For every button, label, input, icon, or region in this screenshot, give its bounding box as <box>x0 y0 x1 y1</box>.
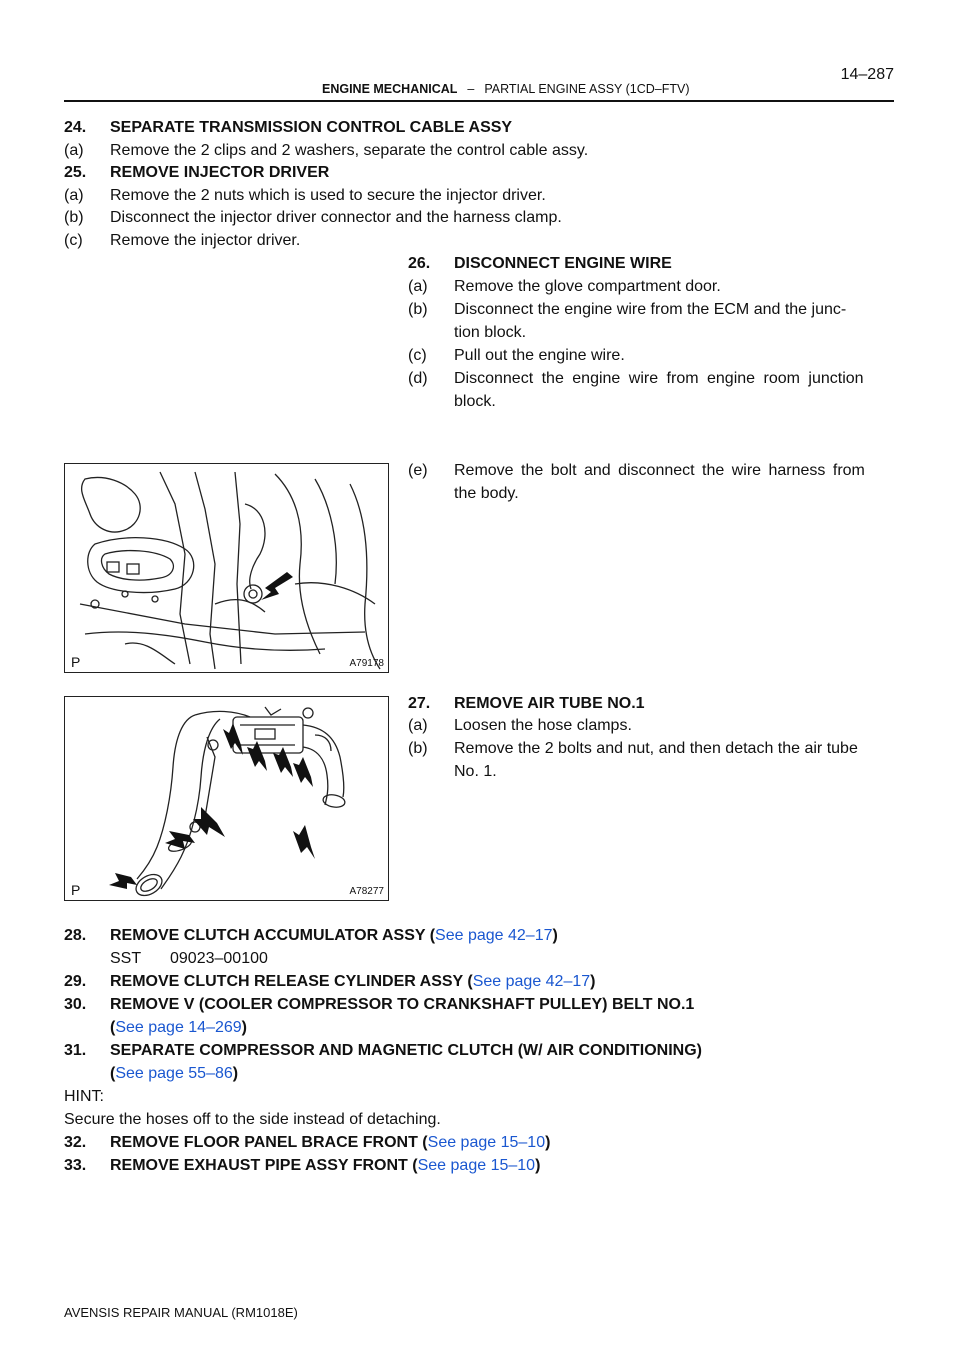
hint-text: Secure the hoses off to the side instead of detaching. <box>64 1111 441 1128</box>
step-26e: (e) Remove the bolt and disconnect the wire harness from <box>408 462 865 479</box>
step-27-title: 27. REMOVE AIR TUBE NO.1 <box>408 695 645 712</box>
step-27a: (a) Loosen the hose clamps. <box>408 717 632 734</box>
step-29-title: 29. REMOVE CLUTCH RELEASE CYLINDER ASSY (See page 42–17) <box>64 973 596 990</box>
step-31-link[interactable]: See page 55–86 <box>115 1065 233 1082</box>
step-26b: (b) Disconnect the engine wire from the ECM and the junc- <box>408 300 895 320</box>
step-31-title: 31. SEPARATE COMPRESSOR AND MAGNETIC CLUTCH (W/ AIR CONDITIONING) <box>64 1042 702 1059</box>
step-28-title: 28. REMOVE CLUTCH ACCUMULATOR ASSY (See page 42–17) <box>64 927 558 944</box>
step-26b-cont: tion block. <box>454 324 527 341</box>
step-24a: (a) Remove the 2 clips and 2 washers, separate the control cable assy. <box>64 142 589 159</box>
step-31-ref: (See page 55–86) <box>110 1065 239 1082</box>
step-33-link[interactable]: See page 15–10 <box>417 1157 536 1174</box>
step-25-title: 25. REMOVE INJECTOR DRIVER <box>64 164 330 181</box>
step-26-title: 26. DISCONNECT ENGINE WIRE <box>408 255 672 272</box>
step-30-title: 30. REMOVE V (COOLER COMPRESSOR TO CRANKSHAFT PULLEY) BELT NO.1 <box>64 996 695 1013</box>
step-29-link[interactable]: See page 42–17 <box>472 973 591 990</box>
figure-1-p-mark: P <box>71 654 81 670</box>
figure-air-tube <box>64 696 389 901</box>
step-26b-line1: Disconnect the engine wire from the ECM and the junc- <box>454 301 847 318</box>
figure-engine-wire <box>64 463 389 673</box>
header-subsection: PARTIAL ENGINE ASSY (1CD–FTV) <box>484 82 690 96</box>
step-26e-cont: the body. <box>454 485 519 502</box>
step-25b: (b) Disconnect the injector driver connector and the harness clamp. <box>64 209 562 226</box>
page-number: 14–287 <box>840 66 894 83</box>
step-30-ref: (See page 14–269) <box>110 1019 247 1036</box>
step-32-title: 32. REMOVE FLOOR PANEL BRACE FRONT (See page 15–10) <box>64 1134 551 1151</box>
step-26d: (d) Disconnect the engine wire from engine room junction <box>408 370 864 387</box>
step-32-link[interactable]: See page 15–10 <box>427 1134 546 1151</box>
step-26c: (c) Pull out the engine wire. <box>408 347 625 364</box>
figure-1-code: A79178 <box>349 658 384 669</box>
step-27b: (b) Remove the 2 bolts and nut, and then detach the air tube <box>408 740 858 757</box>
step-25c: (c) Remove the injector driver. <box>64 232 301 249</box>
engine-wire-illustration <box>65 464 389 673</box>
figure-2-code: A78277 <box>349 886 384 897</box>
header-title: ENGINE MECHANICAL – PARTIAL ENGINE ASSY (1CD–FTV) <box>322 82 690 96</box>
step-27b-cont: No. 1. <box>454 763 497 780</box>
step-33-title: 33. REMOVE EXHAUST PIPE ASSY FRONT (See page 15–10) <box>64 1157 541 1174</box>
step-25a: (a) Remove the 2 nuts which is used to secure the injector driver. <box>64 187 546 204</box>
header-section: ENGINE MECHANICAL <box>322 82 458 96</box>
step-26d-cont: block. <box>454 393 496 410</box>
hint-label: HINT: <box>64 1088 104 1105</box>
step-28-sst: SST 09023–00100 <box>110 950 268 967</box>
page-footer: AVENSIS REPAIR MANUAL (RM1018E) <box>64 1305 298 1320</box>
air-tube-illustration <box>65 697 389 901</box>
step-26a: (a) Remove the glove compartment door. <box>408 278 721 295</box>
step-28-link[interactable]: See page 42–17 <box>435 927 553 944</box>
figure-2-p-mark: P <box>71 882 81 898</box>
step-30-link[interactable]: See page 14–269 <box>115 1019 242 1036</box>
page-header <box>64 66 894 102</box>
step-24-title: 24. SEPARATE TRANSMISSION CONTROL CABLE ASSY <box>64 119 513 136</box>
